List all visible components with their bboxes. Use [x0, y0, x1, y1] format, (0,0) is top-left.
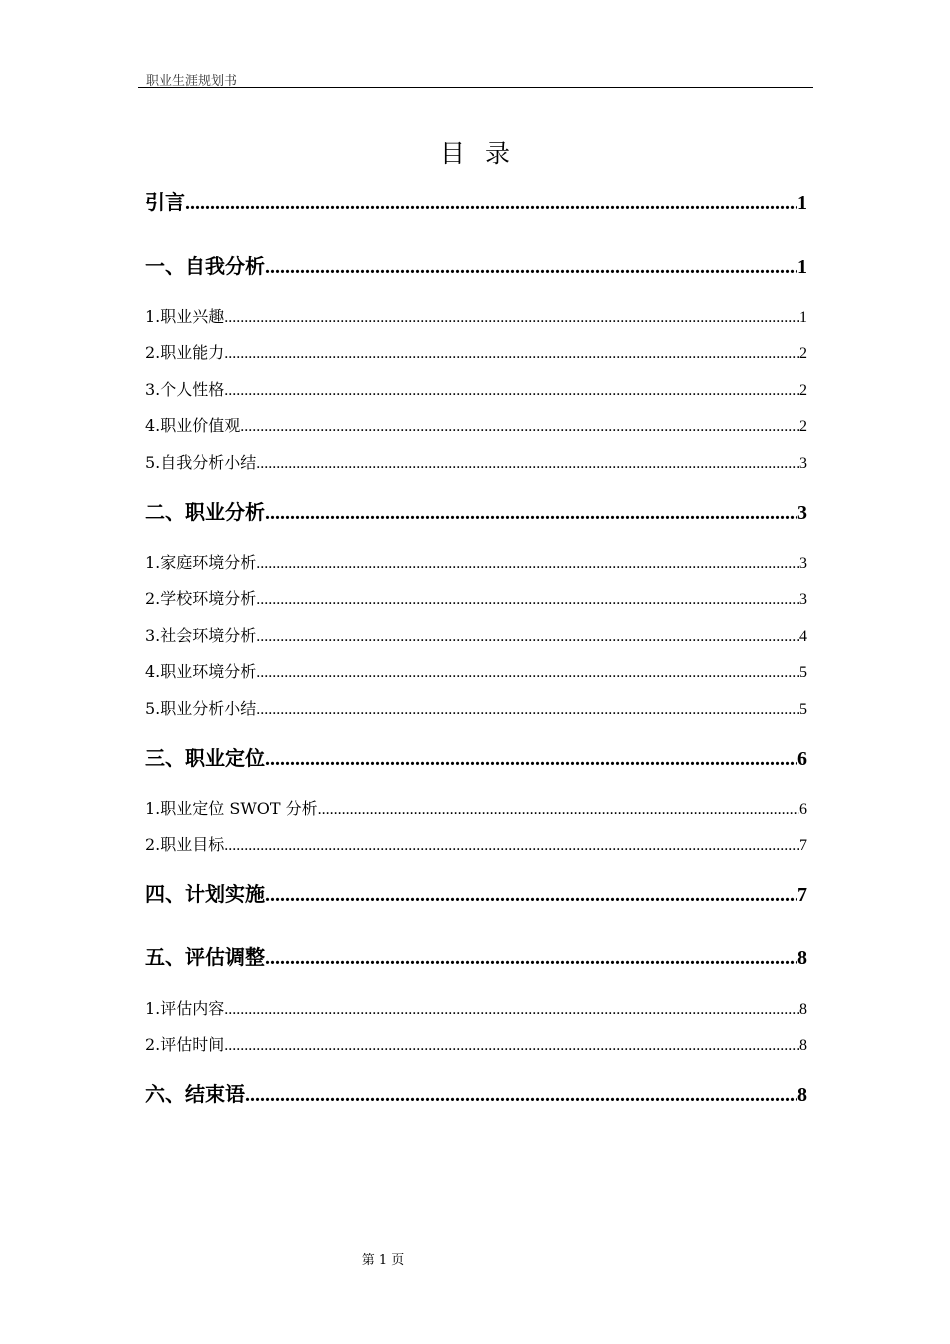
- running-header: 职业生涯规划书: [146, 74, 238, 89]
- header-divider: [138, 87, 813, 88]
- toc-leader: [224, 345, 799, 363]
- toc-leader: [256, 555, 799, 573]
- toc-page-number: 1: [799, 309, 807, 326]
- toc-entry[interactable]: [145, 450, 807, 473]
- toc-page-number: 3: [799, 455, 807, 472]
- toc-page-number: 8: [797, 1084, 807, 1106]
- toc-entry-label: 二、职业分析: [145, 500, 265, 524]
- toc-leader: [265, 502, 797, 525]
- toc-entry[interactable]: [145, 586, 807, 609]
- toc-entry-label: 1.评估内容: [145, 999, 225, 1018]
- toc-page-number: 8: [799, 1037, 807, 1054]
- toc-page-number: 8: [797, 947, 807, 969]
- toc-leader: [256, 664, 799, 682]
- toc-leader: [265, 884, 797, 907]
- toc-entry[interactable]: [145, 796, 807, 819]
- toc-entry[interactable]: [145, 340, 807, 363]
- toc-leader: [256, 455, 799, 473]
- toc-leader: [224, 1001, 799, 1019]
- toc-page-number: 3: [799, 555, 807, 572]
- toc-page-number: 1: [797, 256, 807, 278]
- toc-leader: [224, 1037, 799, 1055]
- toc-page-number: 4: [799, 628, 807, 645]
- toc-entry[interactable]: [145, 1032, 807, 1055]
- toc-leader: [256, 701, 799, 719]
- toc-entry[interactable]: [145, 186, 807, 215]
- toc-entry-label: 3.社会环境分析: [145, 626, 257, 645]
- toc-page-number: 7: [799, 837, 807, 854]
- toc-page-number: 8: [799, 1001, 807, 1018]
- toc-page-number: 5: [799, 701, 807, 718]
- toc-leader: [185, 192, 797, 215]
- toc-entry[interactable]: [145, 878, 807, 907]
- toc-leader: [265, 947, 797, 970]
- toc-entry-label: 五、评估调整: [145, 945, 265, 969]
- toc-entry-label: 一、自我分析: [145, 254, 265, 278]
- toc-leader: [256, 628, 799, 646]
- toc-page-number: 5: [799, 664, 807, 681]
- toc-leader: [224, 309, 799, 327]
- toc-leader: [265, 256, 797, 279]
- toc-entry-label: 4.职业环境分析: [145, 662, 257, 681]
- toc-page-number: 1: [797, 192, 807, 214]
- toc-entry[interactable]: [145, 1078, 807, 1107]
- toc-entry[interactable]: [145, 550, 807, 573]
- toc-entry[interactable]: [145, 250, 807, 279]
- toc-page-number: 2: [799, 382, 807, 399]
- toc-entry[interactable]: [145, 496, 807, 525]
- toc-entry-label: 1.职业定位 SWOT 分析: [145, 799, 318, 818]
- toc-page-number: 7: [797, 884, 807, 906]
- toc-leader: [224, 837, 799, 855]
- toc-page-number: 6: [797, 748, 807, 770]
- toc-entry-label: 2.职业目标: [145, 835, 225, 854]
- toc-entry[interactable]: [145, 659, 807, 682]
- page-footer: 第 1 页: [361, 1253, 405, 1268]
- toc-page-number: 3: [799, 591, 807, 608]
- toc-entry[interactable]: [145, 742, 807, 771]
- toc-entry-label: 引言: [145, 190, 185, 214]
- toc-entry-label: 2.评估时间: [145, 1035, 225, 1054]
- toc-leader: [245, 1084, 797, 1107]
- toc-entry[interactable]: [145, 413, 807, 436]
- toc-entry[interactable]: [145, 696, 807, 719]
- toc-page-number: 2: [799, 345, 807, 362]
- toc-leader: [224, 382, 799, 400]
- toc-entry-label: 2.职业能力: [145, 343, 225, 362]
- toc-leader: [265, 748, 797, 771]
- toc-entry-label: 1.家庭环境分析: [145, 553, 257, 572]
- toc-entry[interactable]: [145, 832, 807, 855]
- toc-entry[interactable]: [145, 623, 807, 646]
- toc-page-number: 3: [797, 502, 807, 524]
- toc-entry[interactable]: [145, 304, 807, 327]
- toc-leader: [240, 418, 799, 436]
- toc-entry-label: 四、计划实施: [145, 882, 265, 906]
- toc-title: 目录: [439, 139, 530, 168]
- toc-page-number: 6: [799, 801, 807, 818]
- toc-entry-label: 2.学校环境分析: [145, 589, 257, 608]
- toc-entry-label: 4.职业价值观: [145, 416, 241, 435]
- toc-leader: [256, 591, 799, 609]
- toc-entry-label: 3.个人性格: [145, 380, 225, 399]
- toc-entry[interactable]: [145, 377, 807, 400]
- toc-entry-label: 六、结束语: [145, 1082, 245, 1106]
- toc-entry-label: 5.职业分析小结: [145, 699, 257, 718]
- toc-entry-label: 1.职业兴趣: [145, 307, 225, 326]
- toc-entry[interactable]: [145, 941, 807, 970]
- toc-entry[interactable]: [145, 996, 807, 1019]
- toc-entry-label: 三、职业定位: [145, 746, 265, 770]
- toc-leader: [318, 801, 799, 819]
- toc-entry-label: 5.自我分析小结: [145, 453, 257, 472]
- toc-page-number: 2: [799, 418, 807, 435]
